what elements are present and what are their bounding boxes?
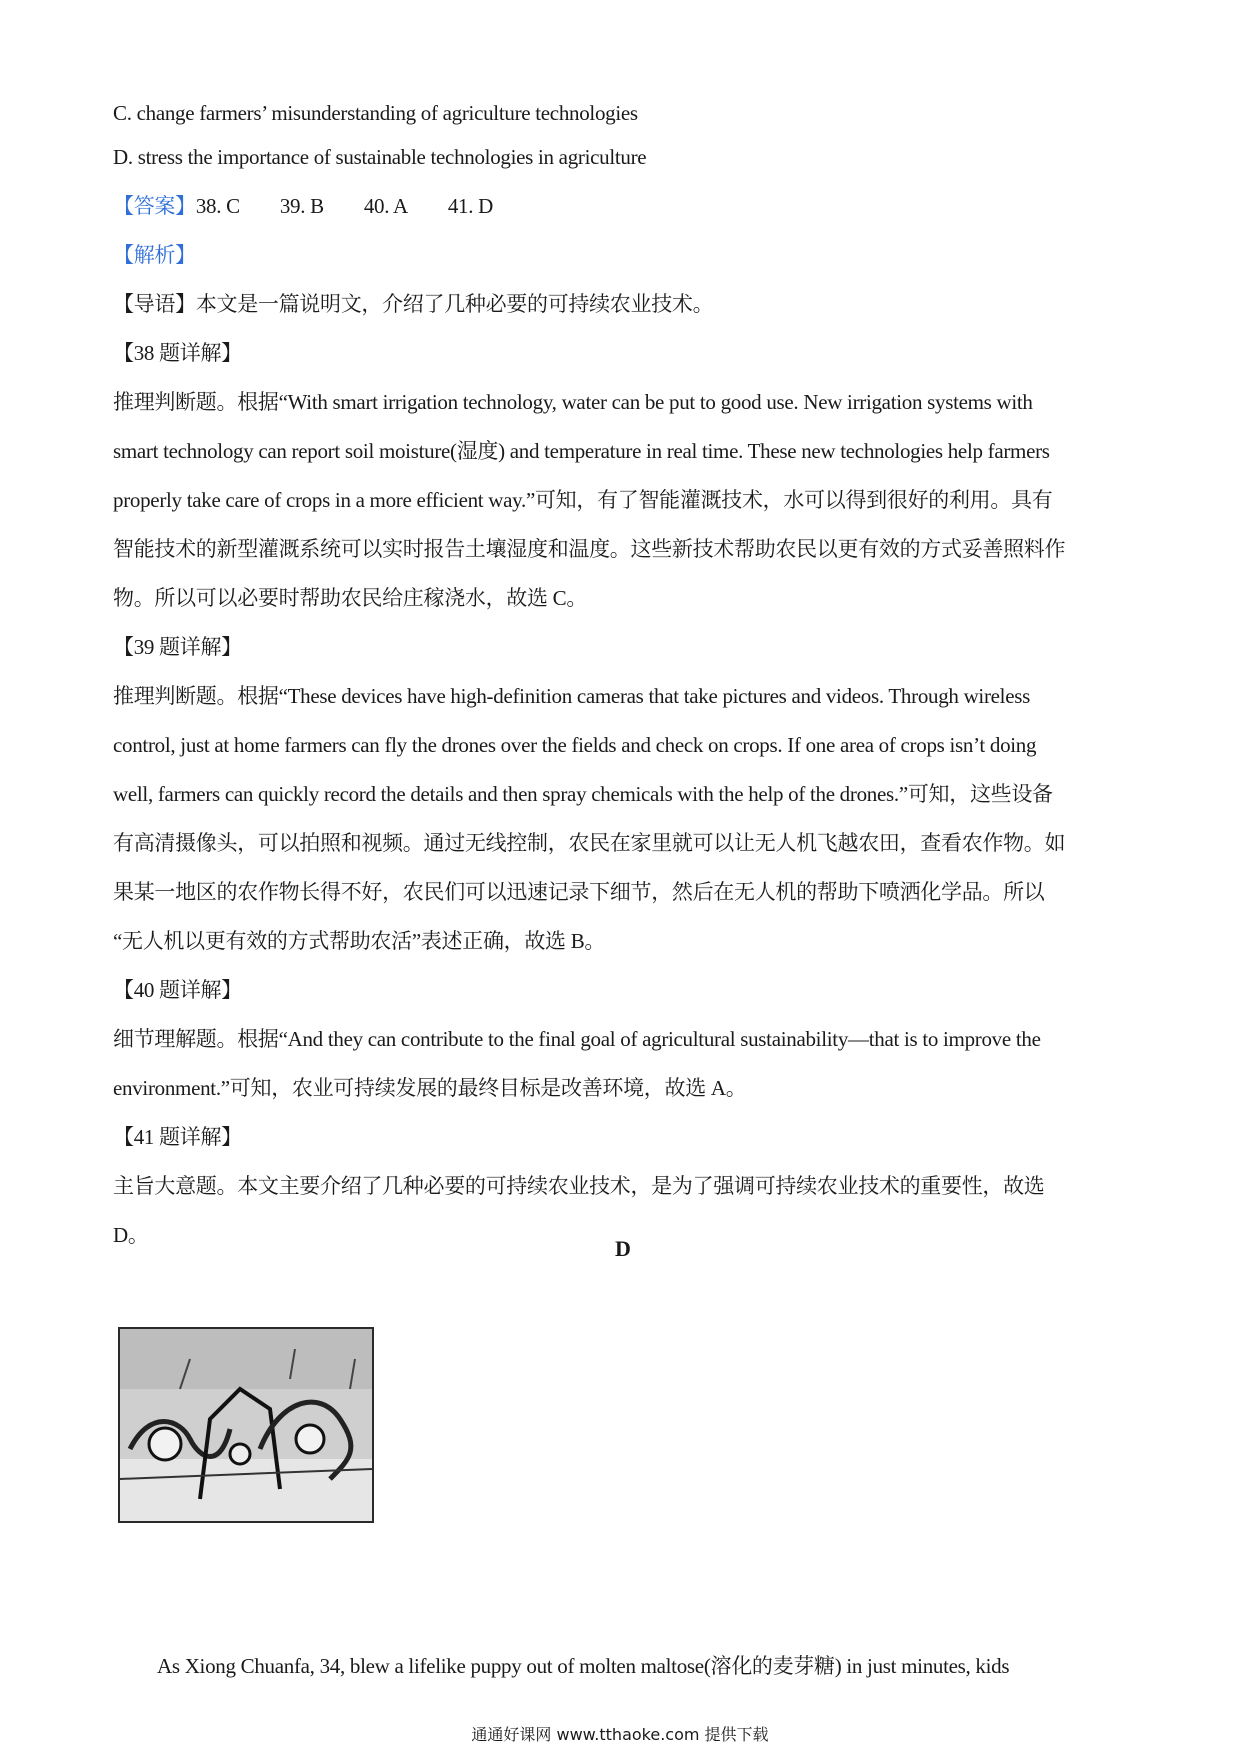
intro-line	[113, 289, 1133, 319]
q40-text-line: 细节理解题。根据“And they can contribute to the final goal of agricultural sustainability—that is to improve the	[113, 1027, 1041, 1051]
photo-placeholder	[120, 1329, 372, 1521]
analysis-label: 【解析】	[113, 243, 196, 267]
answer-label: 【答案】	[113, 194, 196, 218]
document-page	[113, 98, 1133, 1678]
q40-heading: 【40 题详解】	[113, 978, 242, 1002]
sugar-figure-photo	[118, 1327, 374, 1523]
option-d: D. stress the importance of sustainable technologies in agriculture	[113, 145, 647, 169]
q38-text-line: smart technology can report soil moisture(湿度) and temperature in real time. These new technologies help farmers	[113, 439, 1050, 463]
q39-text-line: 有高清摄像头，可以拍照和视频。通过无线控制，农民在家里就可以让无人机飞越农田，查看农作物。如	[113, 831, 1066, 855]
q41-text-line: D。	[113, 1223, 149, 1247]
q40-text-line: environment.”可知，农业可持续发展的最终目标是改善环境，故选 A。	[113, 1076, 747, 1100]
q39-text-line: control, just at home farmers can fly the drones over the fields and check on crops. If one area of crops isn’t doing	[113, 733, 1037, 757]
q38-text-line: 智能技术的新型灌溉系统可以实时报告土壤湿度和温度。这些新技术帮助农民以更有效的方式妥善照料作	[113, 537, 1066, 561]
q41-text-line: 主旨大意题。本文主要介绍了几种必要的可持续农业技术，是为了强调可持续农业技术的重要性，故选	[113, 1174, 1045, 1198]
section-heading: D	[615, 1236, 631, 1261]
q39-text-line: 果某一地区的农作物长得不好，农民们可以迅速记录下细节，然后在无人机的帮助下喷洒化学品。所以	[113, 880, 1045, 904]
q38-text-line: properly take care of crops in a more efficient way.”可知，有了智能灌溉技术，水可以得到很好的利用。具有	[113, 488, 1053, 512]
q38-text-line: 物。所以可以必要时帮助农民给庄稼浇水，故选 C。	[113, 586, 588, 610]
answer-item: 41. D	[447, 194, 494, 218]
q38-heading: 【38 题详解】	[113, 341, 242, 365]
answer-item: 40. A	[363, 194, 408, 218]
q39-heading: 【39 题详解】	[113, 635, 242, 659]
q41-heading: 【41 题详解】	[113, 1125, 242, 1149]
q39-text-line: 推理判断题。根据“These devices have high-definition cameras that take pictures and videos. Through wireless	[113, 684, 1030, 708]
intro-text: 本文是一篇说明文，介绍了几种必要的可持续农业技术。	[195, 292, 714, 316]
q39-text-line: “无人机以更有效的方式帮助农活”表述正确，故选 B。	[113, 929, 606, 953]
answer-item: 38. C	[195, 194, 240, 218]
option-c: C. change farmers’ misunderstanding of agriculture technologies	[113, 101, 638, 125]
answer-line	[113, 191, 1133, 221]
passage-first-line: As Xiong Chuanfa, 34, blew a lifelike puppy out of molten maltose(溶化的麦芽糖) in just minutes, kids	[157, 1654, 1010, 1678]
answer-item: 39. B	[279, 194, 324, 218]
footer-watermark: 通通好课网 www.tthaoke.com 提供下载	[471, 1725, 769, 1744]
intro-label: 【导语】	[113, 292, 196, 316]
q38-text-line: 推理判断题。根据“With smart irrigation technology, water can be put to good use. New irrigation systems with	[113, 390, 1033, 414]
q39-text-line: well, farmers can quickly record the details and then spray chemicals with the help of the drones.”可知，这些设备	[113, 782, 1053, 806]
